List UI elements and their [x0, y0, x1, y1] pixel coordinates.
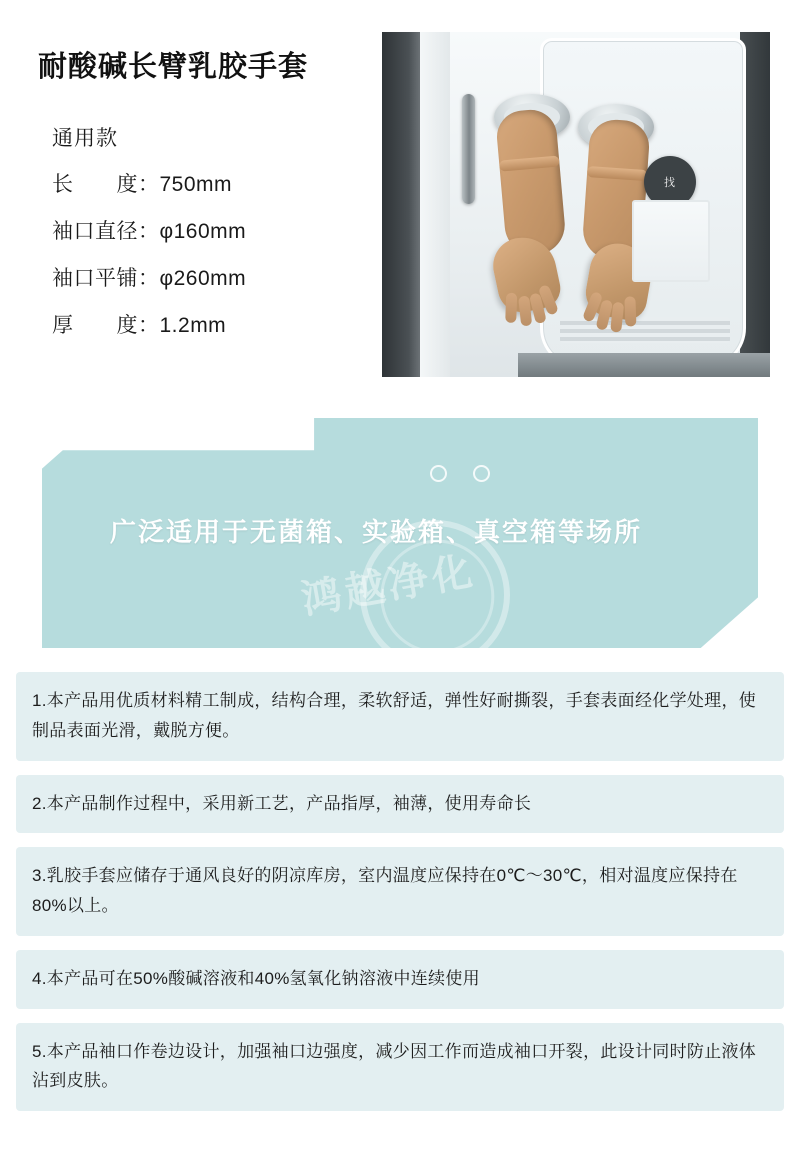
product-header-section — [0, 0, 800, 400]
chamber-left-panel — [420, 32, 450, 377]
list-item: 1.本产品用优质材料精工制成，结构合理，柔软舒适，弹性好耐撕裂，手套表面经化学处理，使制品表面光滑，戴脱方便。 — [16, 672, 784, 761]
spec-row-cuff-flat — [52, 262, 372, 292]
spec-label-cuff-diameter: 袖口直径： — [52, 220, 160, 243]
glove-finger — [624, 296, 636, 326]
glove-finger — [505, 293, 517, 323]
brand-watermark: 鸿越净化 — [298, 549, 480, 623]
list-item: 4.本产品可在50%酸碱溶液和40%氢氧化钠溶液中连续使用 — [16, 950, 784, 1009]
spec-row-cuff-diameter — [52, 215, 372, 245]
glove-cuff-left — [499, 155, 560, 171]
spec-label-length: 长 度： — [52, 173, 160, 196]
spec-row-thickness — [52, 309, 372, 339]
chamber-vent-slats — [560, 317, 730, 343]
highlight-banner-section — [0, 408, 800, 658]
list-item: 3.乳胶手套应储存于通风良好的阴凉库房，室内温度应保持在0℃～30℃，相对温度应保持在80%以上。 — [16, 847, 784, 936]
spec-value-thickness: 1.2mm — [159, 314, 227, 337]
glove-cuff-right — [587, 166, 648, 181]
feature-list — [16, 672, 784, 1125]
chamber-badge: 找 — [644, 156, 696, 208]
chamber-left-frame — [382, 32, 420, 377]
spec-subtitle: 通用款 — [52, 127, 118, 150]
list-item: 2.本产品制作过程中，采用新工艺，产品指厚，袖薄，使用寿命长 — [16, 775, 784, 834]
spec-value-cuff-diameter: φ160mm — [159, 220, 247, 243]
page-title: 耐酸碱长臂乳胶手套 — [38, 51, 309, 83]
product-photo — [382, 32, 770, 377]
chamber-base — [518, 353, 770, 377]
glove-arm-left — [495, 108, 567, 258]
banner-dot — [473, 465, 490, 482]
banner-headline: 广泛适用于无菌箱、实验箱、真空箱等场所 — [110, 517, 643, 547]
banner-dots-decoration — [430, 465, 490, 482]
list-item: 5.本产品袖口作卷边设计，加强袖口边强度，减少因工作而造成袖口开裂，此设计同时防止液体沾到皮肤。 — [16, 1023, 784, 1112]
banner-dot — [430, 465, 447, 482]
spec-value-cuff-flat: φ260mm — [159, 267, 247, 290]
chamber-side-window — [632, 200, 710, 282]
specification-block — [52, 122, 372, 356]
spec-label-cuff-flat: 袖口平铺： — [52, 267, 160, 290]
spec-label-thickness: 厚 度： — [52, 314, 160, 337]
spec-value-length: 750mm — [159, 173, 233, 196]
door-handle-left — [462, 94, 475, 204]
spec-row-length — [52, 168, 372, 198]
